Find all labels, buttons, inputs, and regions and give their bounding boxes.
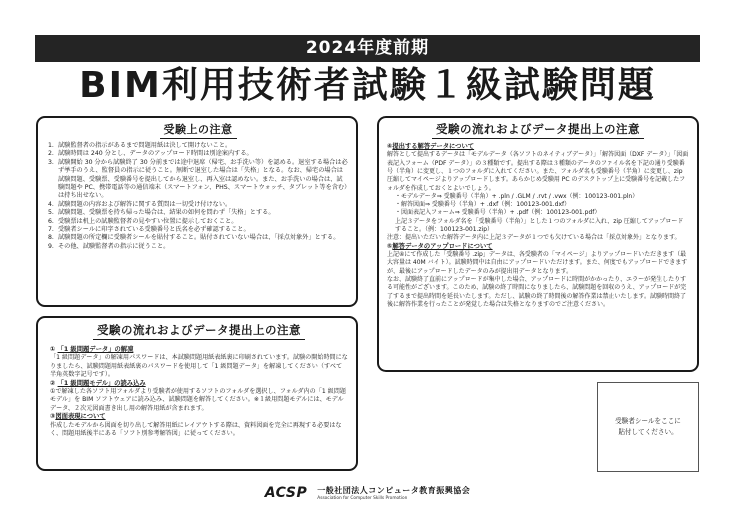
file-rule: 上記３データをフォルダ名を「受験番号（半角）」とした１つのフォルダに入れ、zip 圧縮してアップロードすること。（例：100123-001.zip） <box>395 217 684 234</box>
seal-instruction: 受験者シールをここに 貼付してください。 <box>615 417 681 436</box>
section-body: 「1 級問題データ」の解凍用パスワードは、本試験問題用紙表紙裏に印刷されています。試験の開始時間になりましたら、試験問題用紙表紙裏のパスワードを使用して「1 級問題データ」を解凍してください（すべて半角英数字記号です）。 <box>50 354 348 379</box>
section-heading: ② 「1 級問題モデル」の読み込み <box>50 379 146 387</box>
list-item: 2. 試験時間は 240 分とし、データのアップロード時間は別途案内する。 <box>48 150 253 158</box>
organization-name: 一般社団法人コンピュータ教育振興協会 <box>317 486 471 495</box>
acsp-logo: ACSP <box>264 485 308 501</box>
seal-placement-box <box>597 382 699 472</box>
data-notes-title-right: 受験の流れおよびデータ提出上の注意 <box>387 121 689 139</box>
section-body: 解答として提出するデータは「モデルデータ（各ソフトのネイティブデータ）」「解答図面（DXF データ）」「図面表記入フォーム（PDF データ）」の３種類です。提出する際は３種類のデータのファイル名を下記の通り受験番号（半角）に変更し、１つのフォルダに入れてください。また、フォルダ名も受験番号（半角）に変更し、zip 圧縮してマイページよりアップロードします。あらかじめ受験用 PC のデスクトップ上に受験番号を記載したフォルダを作成しておくとよいでしょう。 <box>387 151 689 192</box>
exam-title: BIM利用技術者試験１級試験問題 <box>79 65 656 106</box>
section-heading: ④提出する解答データについて <box>387 143 475 150</box>
section-body: なお、試験終了直前にアップロードが集中した場合、アップロードに時間がかかったり、エラーが発生したりする可能性がございます。このため、試験の終了時間になりましたら、試験問題を回収のうえ、アップロードが完了するまで提出時間を延長いたします。ただし、試験の終了時間後の解答作業は禁止いたします。試験時間終了後に解答作業を行ったことが発覚した場合は失格となりますのでご注意ください。 <box>387 275 687 308</box>
data-notes-title-left: 受験の流れおよびデータ提出上の注意 <box>50 322 348 340</box>
file-rule: ・図面表記入フォーム⇒ 受験番号（半角）+ .pdf（例：100123-001.pdf） <box>395 209 601 217</box>
data-notes-box-right <box>377 116 699 372</box>
organization <box>317 485 470 501</box>
footer <box>35 478 700 508</box>
list-item: 4. 試験問題の内容および解答に関する質問は一切受け付けない。 <box>48 200 232 208</box>
section-heading: ① 「1 級問題データ」の解凍 <box>50 346 134 353</box>
section-heading: ⑤解答データのアップロードについて <box>387 242 493 250</box>
list-item: 7. 受験者シールに印字されている受験番号と氏名を必ず確認すること。 <box>48 226 250 234</box>
list-item: 5. 試験問題、受験票を持ち帰った場合は、結果の如何を問わず「失格」とする。 <box>48 209 275 217</box>
list-item: 9. その他、試験監督者の指示に従うこと。 <box>48 242 170 250</box>
exam-notes-box <box>36 116 358 307</box>
section-body: ①で解凍した各ソフト用フォルダより受験者が使用するソフトのフォルダを選択し、フォルダ内の「1 級問題モデル」を BIM ソフトウェアに読み込み、試験問題を解答してください。※１級用問題モデルには、モデルデータ、２次元図面書き出し用の解答用紙が含まれます。 <box>50 388 346 412</box>
year-banner: 2024年度前期 <box>35 35 700 62</box>
list-item: 3. 試験開始 30 分から試験終了 30 分前までは途中退席（帰宅、お手洗い等）を認める。退室する場合は必ず挙手のうえ、監督員の指示に従うこと。無断で退室した場合は「失格」となる。なお、帰宅の場合は試験問題、受験票、受験番号を提出してから退室し、再入室は認めない。また、お手洗いの場合は、試験問題や PC、携帯電話等の通信端末（スマートフォン、PHS、スマートウォッチ、タブレット等を含む）は持ち出せない。 <box>48 158 348 200</box>
exam-notes-title: 受験上の注意 <box>48 121 348 139</box>
section-note: 注意：提出いただいた解答データ内に上記３データが１つでも欠けている場合は「採点対象外」となります。 <box>387 234 681 242</box>
list-item: 1. 試験監督者の指示があるまで問題用紙は決して開けないこと。 <box>48 142 232 149</box>
section-body: 作成したモデルから図面を切り出して解答用紙にレイアウトする際は、資料図面を完全に再現する必要はなく、問題用紙後半にある「ソフト別参考解答図」に従ってください。 <box>50 421 342 438</box>
section-heading: ③図面表現について <box>50 413 106 421</box>
list-item: 8. 試験問題の所定欄に受験者シールを貼付すること。貼付されていない場合は、「採点対象外」とする。 <box>48 234 340 242</box>
file-rule: ・モデルデータ⇒ 受験番号（半角）+ .pln / .GLM / .rvt / .vwx（例：100123-001.pln） <box>395 192 639 200</box>
file-rule: ・解答図面⇒ 受験番号（半角）+ .dxf（例：100123-001.dxf） <box>395 201 571 209</box>
organization-name-en: Association for Computer Skills Promotion <box>317 496 408 501</box>
data-notes-box-left <box>36 316 358 471</box>
list-item: 6. 受験票は机上の試験監督者の見やすい位置に提示しておくこと。 <box>48 217 238 225</box>
exam-notes-list <box>48 142 348 251</box>
section-body: 上記④にて作成した「受験番号 .zip」データは、各受験者の「マイページ」よりアップロードいただきます（最大容量は 40M バイト）。試験時間中は自由にアップロードいただけます。また、何度でもアップロードできますが、最後にアップロードしたデータのみが提出用データとなります。 <box>387 251 688 275</box>
